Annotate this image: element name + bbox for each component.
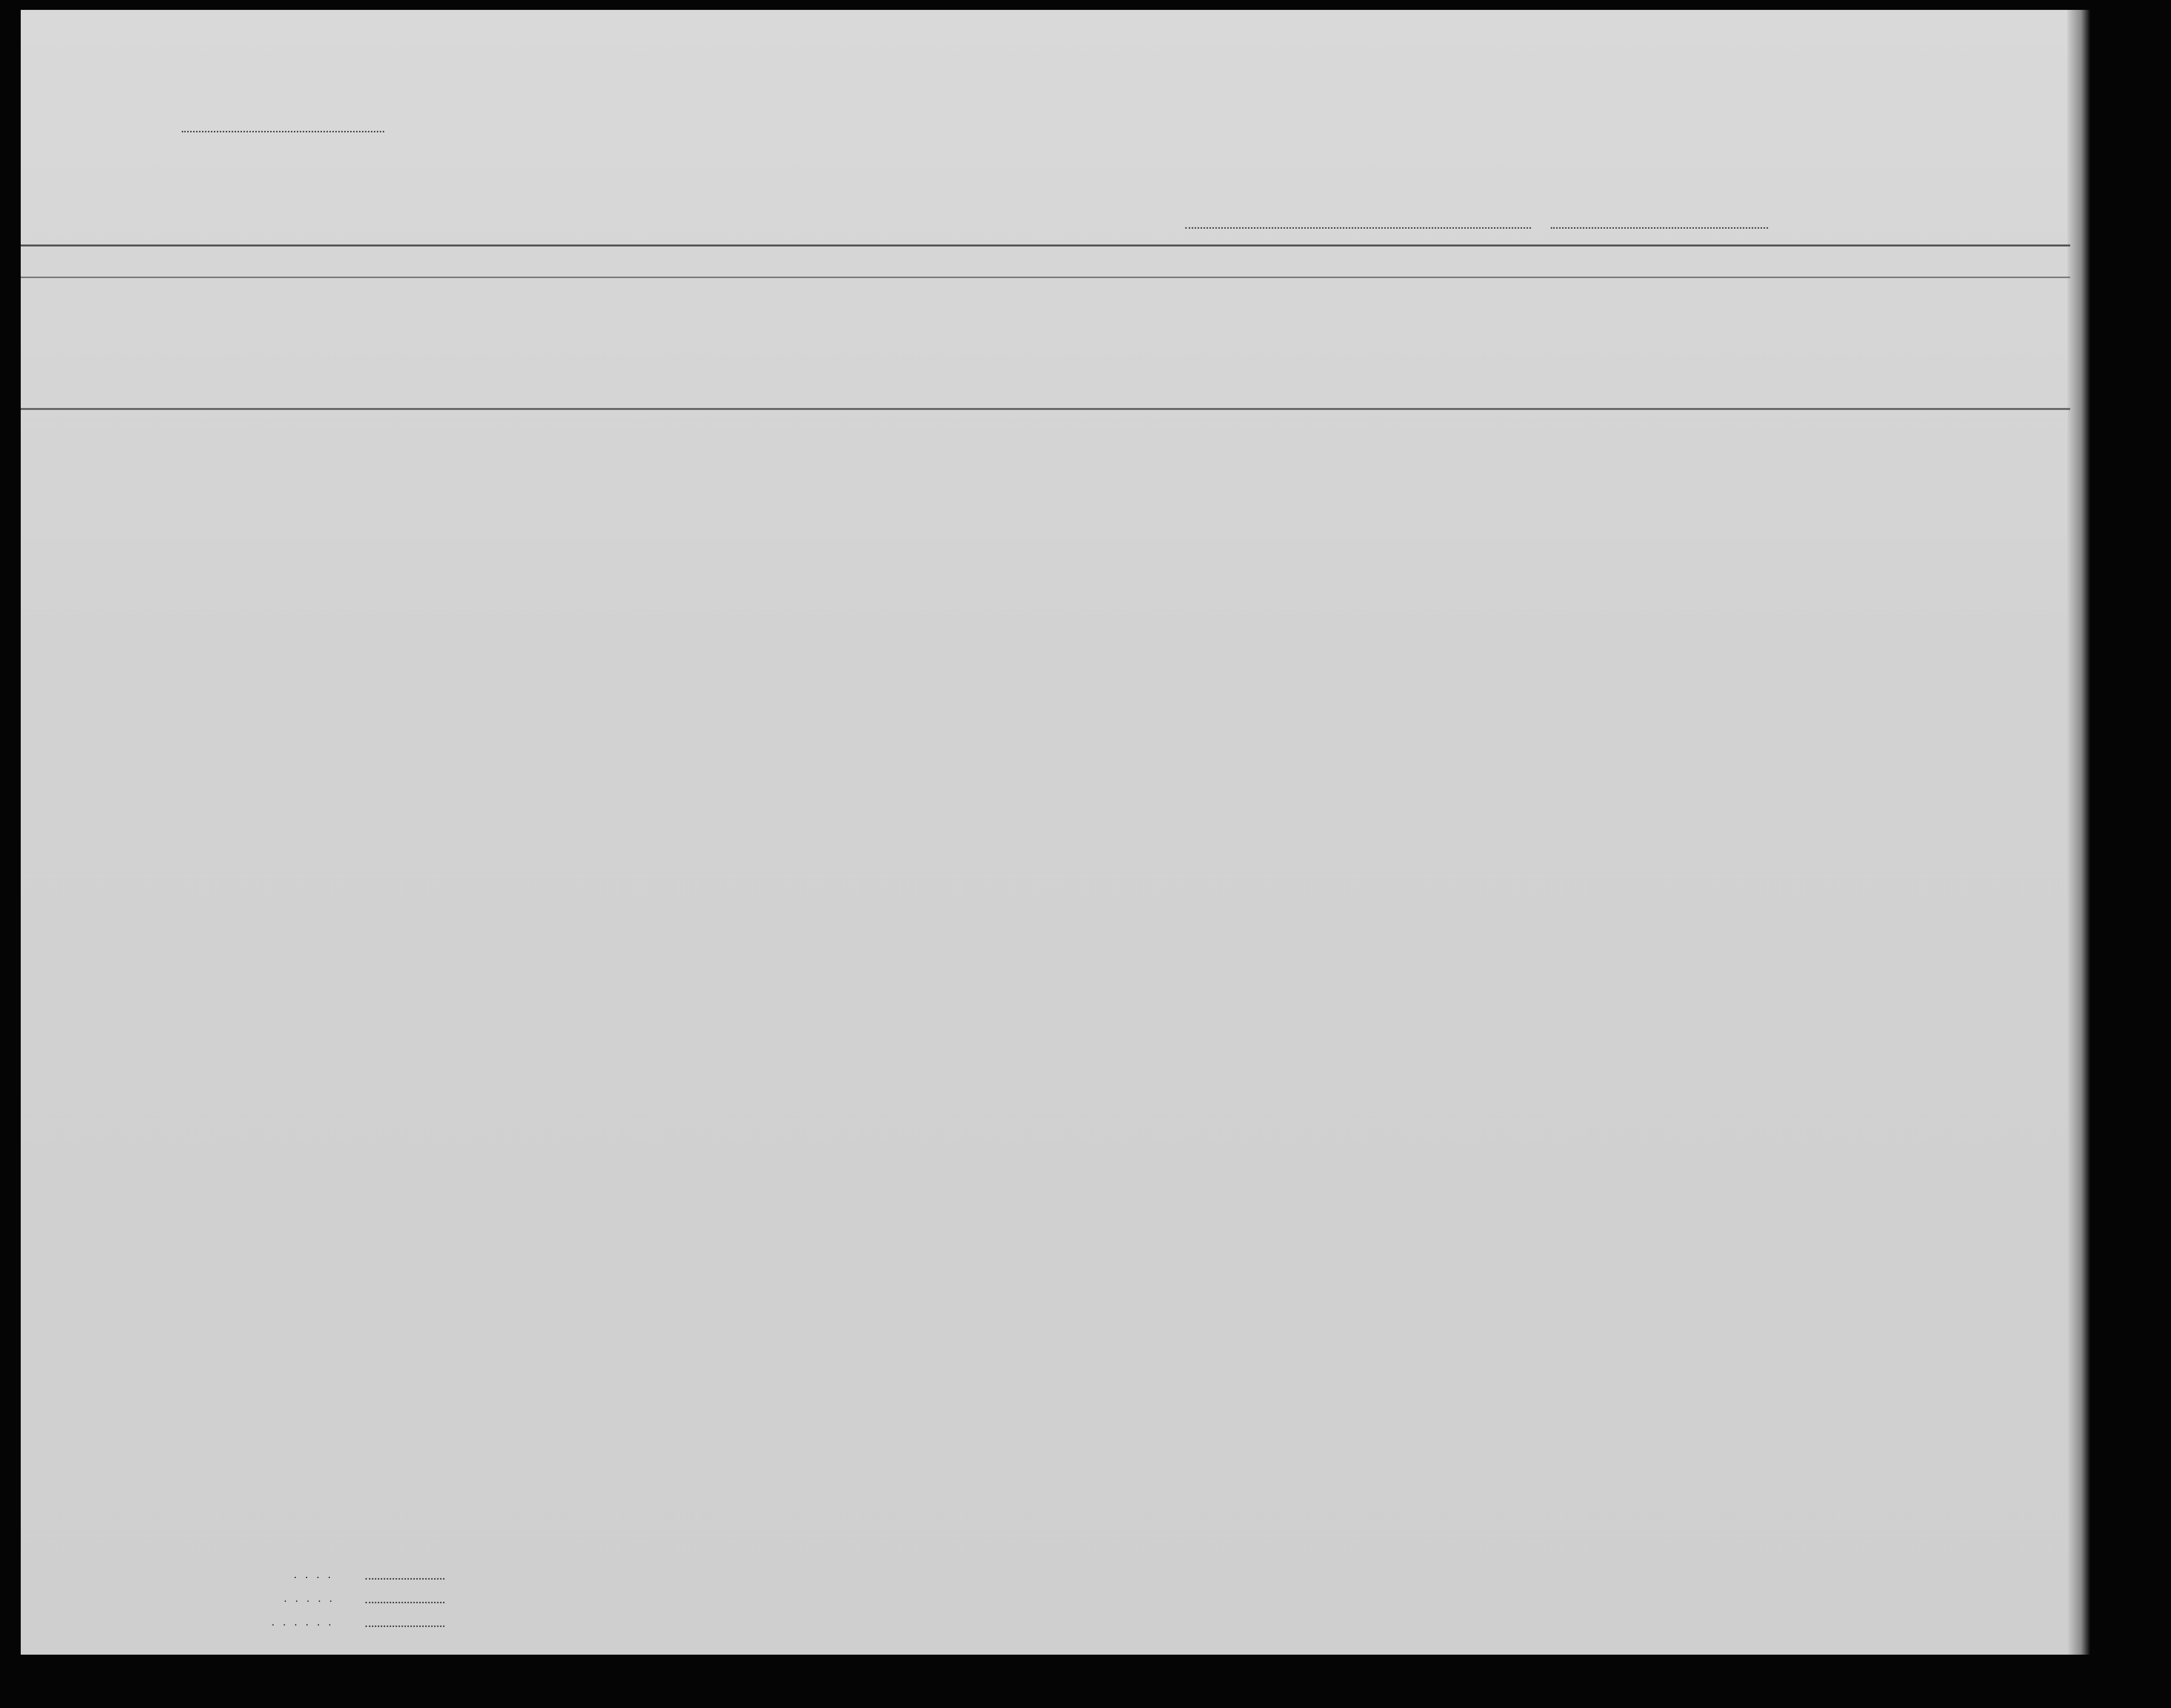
sailing-date-line[interactable] bbox=[1551, 227, 1768, 229]
us-citizens-field[interactable] bbox=[365, 1602, 444, 1603]
aliens-field[interactable] bbox=[365, 1626, 444, 1627]
header-mid-rule bbox=[21, 277, 2070, 278]
sailing-port-line[interactable] bbox=[1185, 227, 1531, 229]
list-number-line[interactable] bbox=[182, 131, 384, 132]
manifest-sheet bbox=[21, 10, 2084, 1655]
header-top-rule bbox=[21, 244, 2070, 246]
sheet-edge bbox=[2067, 10, 2090, 1655]
total-passengers-field[interactable] bbox=[365, 1578, 444, 1580]
header-bottom-rule bbox=[21, 408, 2070, 410]
